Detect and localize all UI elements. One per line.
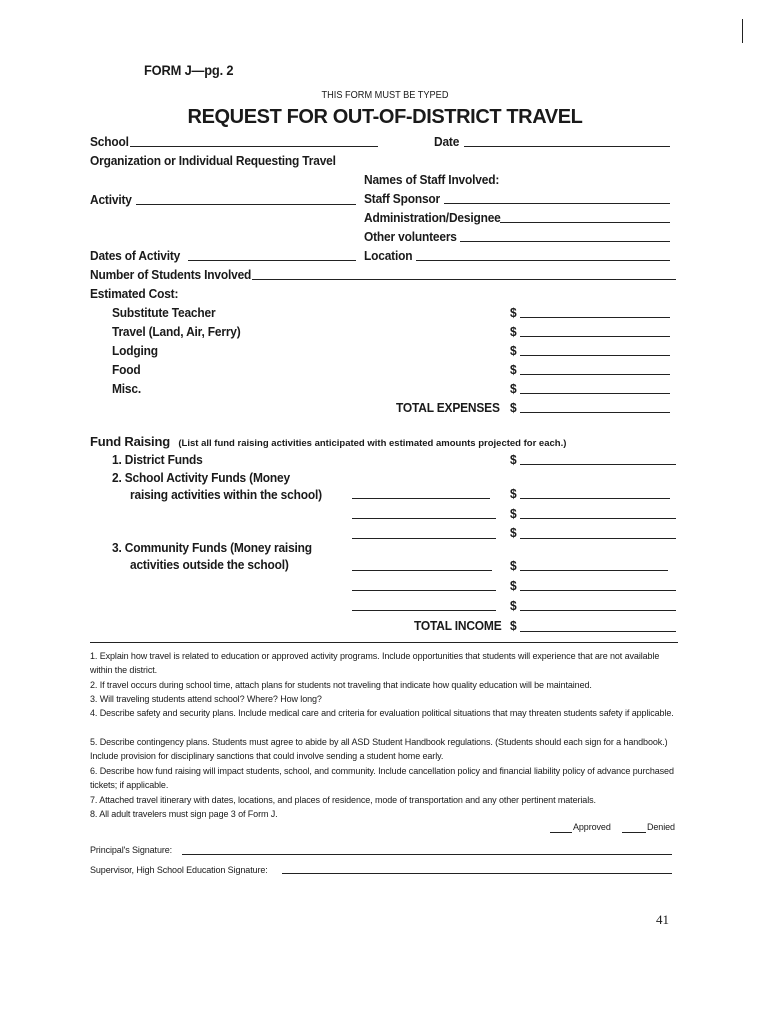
dollar-sign: $	[510, 343, 517, 358]
note-5: 5. Describe contingency plans. Students must agree to abide by all ASD Student Handbook regulations. (Students should each sign for a handbook.) Include provision for disciplinary sanctions that could involve sending a student home early.	[90, 737, 668, 761]
total-expenses-label: TOTAL EXPENSES	[396, 400, 500, 415]
staff-sponsor-field[interactable]	[444, 203, 670, 204]
location-label: Location	[364, 248, 413, 263]
cost-item-label: Misc.	[112, 381, 141, 396]
section-divider	[90, 642, 678, 643]
note-6: 6. Describe how fund raising will impact students, school, and community. Include cancellation policy and financial liability policy of advance purchased tickets; if applicable.	[90, 766, 674, 790]
dollar-sign: $	[510, 452, 517, 467]
school-activity-amount[interactable]	[520, 498, 670, 499]
school-activity-name-field[interactable]	[352, 518, 496, 519]
school-activity-name-field[interactable]	[352, 498, 490, 499]
dollar-sign: $	[510, 400, 517, 415]
fund-raising-heading: Fund Raising	[90, 434, 170, 449]
total-expenses-field[interactable]	[520, 412, 670, 413]
form-title: REQUEST FOR OUT-OF-DISTRICT TRAVEL	[187, 106, 583, 128]
school-activity-name-field[interactable]	[352, 538, 496, 539]
dollar-sign: $	[510, 578, 517, 593]
dollar-sign: $	[510, 618, 517, 633]
school-activity-funds-label-2: raising activities within the school)	[130, 487, 322, 502]
dollar-sign: $	[510, 598, 517, 613]
supervisor-signature-label: Supervisor, High School Education Signature:	[90, 865, 268, 875]
dollar-sign: $	[510, 486, 517, 501]
community-fund-name-field[interactable]	[352, 570, 492, 571]
school-field[interactable]	[130, 146, 378, 147]
supervisor-signature-field[interactable]	[282, 873, 672, 874]
community-fund-amount[interactable]	[520, 590, 676, 591]
other-volunteers-label: Other volunteers	[364, 229, 457, 244]
dollar-sign: $	[510, 324, 517, 339]
principal-signature-label: Principal's Signature:	[90, 845, 173, 855]
admin-designee-label: Administration/Designee	[364, 210, 501, 225]
staff-sponsor-label: Staff Sponsor	[364, 191, 441, 206]
dollar-sign: $	[510, 506, 517, 521]
note-7: 7. Attached travel itinerary with dates, locations, and places of residence, mode of transportation and any other pertinent materials.	[90, 795, 596, 805]
community-fund-amount[interactable]	[520, 610, 676, 611]
approved-checkline[interactable]	[550, 832, 572, 833]
community-funds-label: 3. Community Funds (Money raising	[112, 540, 312, 555]
principal-signature-field[interactable]	[182, 854, 672, 855]
cost-amount-field[interactable]	[520, 374, 670, 375]
school-label: School	[90, 134, 129, 149]
school-activity-amount[interactable]	[520, 518, 676, 519]
dates-activity-field[interactable]	[188, 260, 356, 261]
other-volunteers-field[interactable]	[460, 241, 670, 242]
school-activity-funds-label: 2. School Activity Funds (Money	[112, 470, 290, 485]
activity-field[interactable]	[136, 204, 356, 205]
cost-item-label: Substitute Teacher	[112, 305, 216, 320]
date-field[interactable]	[464, 146, 670, 147]
cost-item-label: Food	[112, 362, 141, 377]
community-fund-amount[interactable]	[520, 570, 668, 571]
note-2: 2. If travel occurs during school time, attach plans for students not traveling that indicate how quality education will be maintained.	[90, 680, 592, 690]
margin-mark	[742, 19, 743, 43]
note-1: 1. Explain how travel is related to education or approved activity programs. Include opportunities that students will experience that are not available within the district.	[90, 651, 660, 675]
cost-item-label: Travel (Land, Air, Ferry)	[112, 324, 241, 339]
date-label: Date	[434, 134, 460, 149]
community-fund-name-field[interactable]	[352, 590, 496, 591]
cost-amount-field[interactable]	[520, 317, 670, 318]
total-income-field[interactable]	[520, 631, 676, 632]
note-4: 4. Describe safety and security plans. Include medical care and criteria for evaluation political situations that may threaten students safety if applicable.	[90, 708, 674, 718]
dollar-sign: $	[510, 525, 517, 540]
typed-notice: THIS FORM MUST BE TYPED	[321, 90, 449, 101]
denied-checkline[interactable]	[622, 832, 646, 833]
dollar-sign: $	[510, 362, 517, 377]
community-fund-name-field[interactable]	[352, 610, 496, 611]
note-8: 8. All adult travelers must sign page 3 of Form J.	[90, 809, 278, 819]
community-funds-label-2: activities outside the school)	[130, 557, 289, 572]
dollar-sign: $	[510, 305, 517, 320]
fund-raising-heading-row	[90, 433, 566, 451]
district-funds-amount[interactable]	[520, 464, 676, 465]
cost-amount-field[interactable]	[520, 355, 670, 356]
page-number: 41	[656, 912, 669, 927]
location-field[interactable]	[416, 260, 670, 261]
activity-label: Activity	[90, 192, 132, 207]
fund-raising-instruction: (List all fund raising activities anticipated with estimated amounts projected for each.)	[178, 438, 567, 449]
organization-label: Organization or Individual Requesting Travel	[90, 153, 336, 168]
district-funds-label: 1. District Funds	[112, 452, 203, 467]
cost-amount-field[interactable]	[520, 393, 670, 394]
estimated-cost-heading: Estimated Cost:	[90, 286, 179, 301]
cost-amount-field[interactable]	[520, 336, 670, 337]
cost-item-label: Lodging	[112, 343, 158, 358]
num-students-field[interactable]	[252, 279, 676, 280]
staff-heading: Names of Staff Involved:	[364, 172, 500, 187]
school-activity-amount[interactable]	[520, 538, 676, 539]
num-students-label: Number of Students Involved	[90, 267, 252, 282]
approved-label: Approved	[573, 822, 611, 832]
dates-activity-label: Dates of Activity	[90, 248, 181, 263]
dollar-sign: $	[510, 381, 517, 396]
note-3: 3. Will traveling students attend school? Where? How long?	[90, 694, 322, 704]
denied-label: Denied	[647, 822, 675, 832]
total-income-label: TOTAL INCOME	[414, 618, 502, 633]
dollar-sign: $	[510, 558, 517, 573]
admin-designee-field[interactable]	[500, 222, 670, 223]
form-page-label: FORM J—pg. 2	[144, 62, 234, 78]
